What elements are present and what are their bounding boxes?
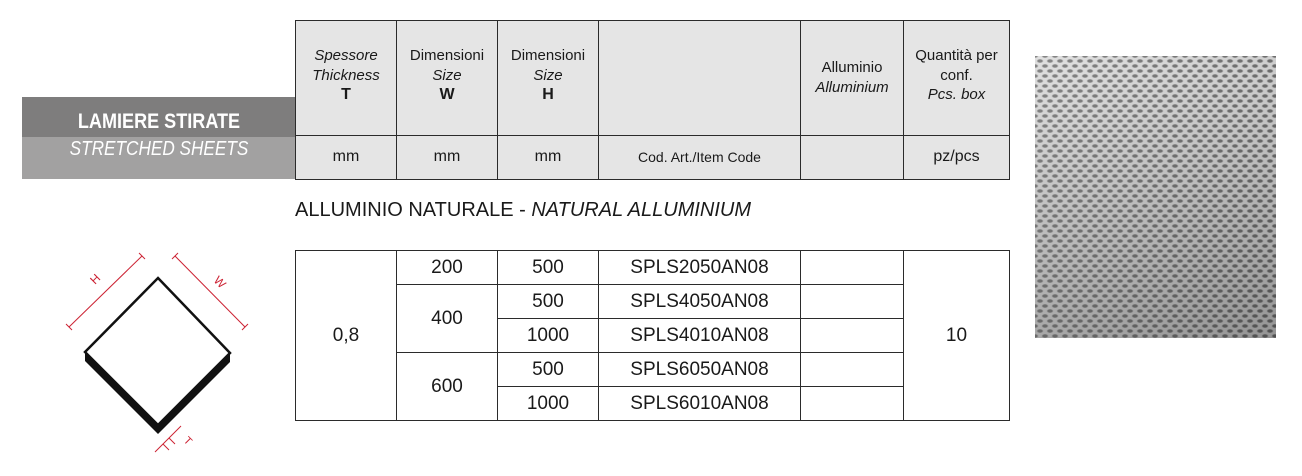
- cell-thickness: 0,8: [296, 251, 397, 421]
- cell-quantity: 10: [904, 251, 1010, 421]
- cell-aluminium: [801, 251, 904, 285]
- section-title: [295, 199, 751, 222]
- cell-aluminium: [801, 353, 904, 387]
- cell-width: 600: [397, 353, 498, 421]
- sheet-dimension-diagram: [55, 245, 285, 460]
- cell-height: 500: [498, 251, 599, 285]
- header-aluminium: Alluminio Alluminium: [801, 21, 904, 136]
- cell-height: 500: [498, 353, 599, 387]
- unit-code: Cod. Art./Item Code: [599, 136, 801, 180]
- label-t: T: [180, 434, 195, 448]
- header-code: [599, 21, 801, 136]
- cell-height: 1000: [498, 319, 599, 353]
- cell-code: SPLS4010AN08: [599, 319, 801, 353]
- title-italian: LAMIERE STIRATE: [77, 110, 241, 133]
- cell-width: 400: [397, 285, 498, 353]
- cell-height: 1000: [498, 387, 599, 421]
- cell-aluminium: [801, 319, 904, 353]
- cell-height: 500: [498, 285, 599, 319]
- header-thickness: Spessore Thickness T: [296, 21, 397, 136]
- header-height: Dimensioni Size H: [498, 21, 599, 136]
- section-title-english: NATURAL ALLUMINIUM: [531, 199, 752, 221]
- cell-width: 200: [397, 251, 498, 285]
- table-row: [296, 285, 1010, 319]
- label-h: H: [87, 271, 104, 288]
- table-row: [296, 251, 1010, 285]
- expanded-metal-mesh-photo: [1035, 56, 1276, 338]
- cell-code: SPLS4050AN08: [599, 285, 801, 319]
- unit-quantity: pz/pcs: [904, 136, 1010, 180]
- unit-height: mm: [498, 136, 599, 180]
- label-w: W: [210, 273, 229, 292]
- sheet-face: [85, 278, 230, 425]
- unit-thickness: mm: [296, 136, 397, 180]
- unit-width: mm: [397, 136, 498, 180]
- spec-header-table: [295, 20, 1010, 180]
- section-title-italian: ALLUMINIO NATURALE -: [295, 199, 526, 221]
- table-row: [296, 353, 1010, 387]
- unit-aluminium: [801, 136, 904, 180]
- header-width: Dimensioni Size W: [397, 21, 498, 136]
- cell-code: SPLS6050AN08: [599, 353, 801, 387]
- header-quantity: Quantità per conf. Pcs. box: [904, 21, 1010, 136]
- cell-code: SPLS2050AN08: [599, 251, 801, 285]
- product-data-table: [295, 250, 1010, 421]
- cell-aluminium: [801, 285, 904, 319]
- cell-aluminium: [801, 387, 904, 421]
- product-title-block: [22, 97, 296, 179]
- title-english: STRETCHED SHEETS: [69, 138, 249, 160]
- cell-code: SPLS6010AN08: [599, 387, 801, 421]
